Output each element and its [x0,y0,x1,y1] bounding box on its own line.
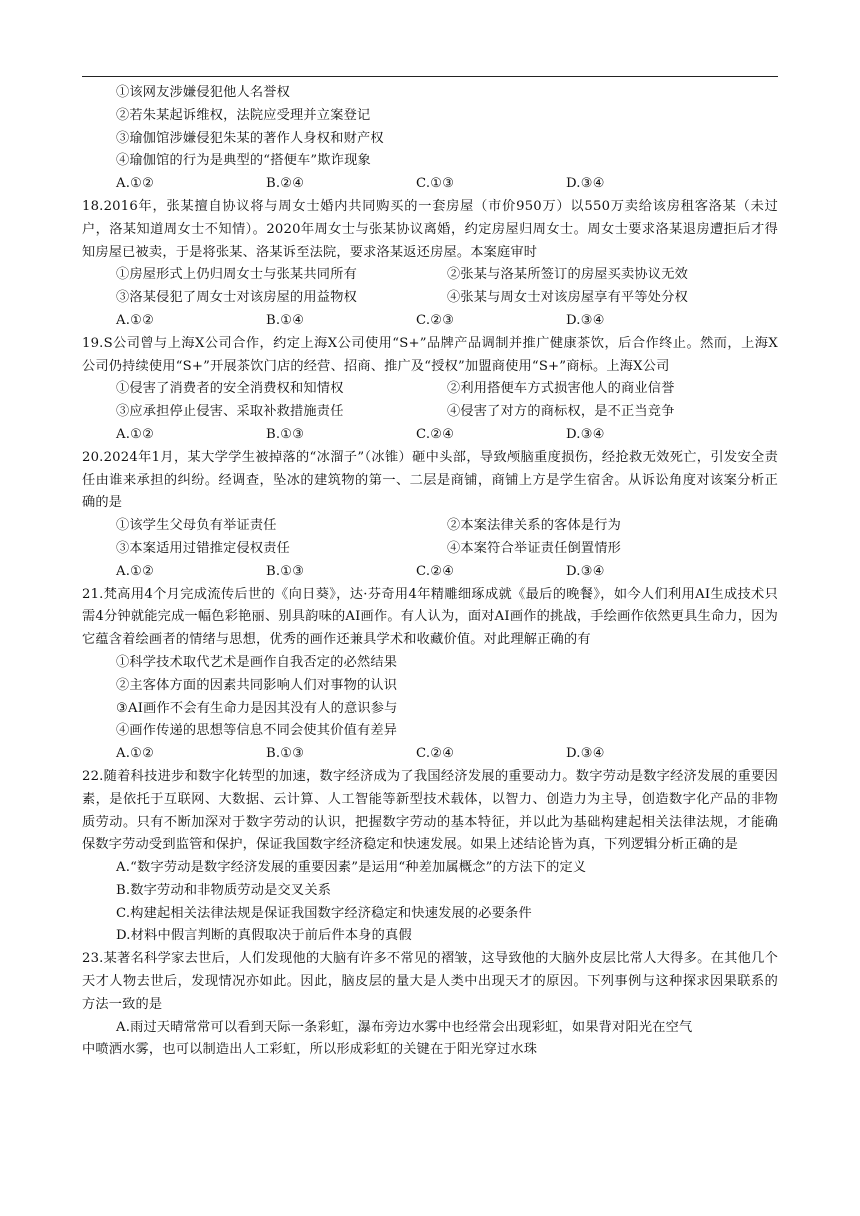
option-c: C.构建起相关法律法规是保证我国数字经济稳定和快速发展的必要条件 [116,905,532,921]
option-a-continued: 中喷洒水雾，也可以制造出人工彩虹，所以形成彩虹的关键在于阳光穿过水珠 [82,1042,538,1058]
option-c: C.②③ [416,312,455,328]
question-18 [82,196,778,333]
statement: ②利用搭便车方式损害他人的商业信誉 [447,381,675,397]
option-d: D.③④ [566,312,605,328]
option-a: A.①② [116,312,155,328]
answer-options [82,310,778,333]
statement: ③AI画作不会有生命力是因其没有人的意识参与 [116,700,398,716]
option-d: D.③④ [566,176,605,192]
question-23 [82,948,778,1062]
answer-options [82,561,778,584]
statement-row [82,378,778,401]
question-19 [82,333,778,447]
question-21 [82,584,778,766]
question-stem: 23.某著名科学家去世后，人们发现他的大脑有许多不常见的褶皱，这导致他的大脑外皮层比常人大得多。在其他几个天才人物去世后，发现情况亦如此。因此，脑皮层的量大是人类中出现天才的原因。下列事例与这种探求因果联系的方法一致的是 [82,951,778,1012]
question-22 [82,766,778,948]
statement: ④瑜伽馆的行为是典型的“搭便车”欺诈现象 [116,153,371,169]
answer-options [82,424,778,447]
answer-options [82,173,778,196]
statement: ①该学生父母负有举证责任 [116,518,277,534]
option-a: A.①② [116,426,155,442]
option-a: A.①② [116,563,155,579]
option-c: C.②④ [416,426,455,442]
statement: ④本案符合举证责任倒置情形 [447,540,622,556]
statement: ①房屋形式上仍归周女士与张某共同所有 [116,267,357,283]
statement: ③本案适用过错推定侵权责任 [116,540,291,556]
statement-row [82,401,778,424]
option-b: B.数字劳动和非物质劳动是交叉关系 [116,882,332,898]
option-d: D.③④ [566,563,605,579]
statement: ④画作传递的思想等信息不同会使其价值有差异 [116,723,398,739]
statement: ③瑜伽馆涉嫌侵犯朱某的著作人身权和财产权 [116,130,384,146]
question-stem: 19.S公司曾与上海X公司合作，约定上海X公司使用“S+”品牌产品调制并推广健康茶饮，后合作终止。然而，上海X公司仍持续使用“S+”开展茶饮门店的经营、招商、推广及“授权”加盟商使用“S+”商标。上海X公司 [82,335,778,374]
option-b: B.①③ [266,746,305,762]
option-a: A.雨过天晴常常可以看到天际一条彩虹，瀑布旁边水雾中也经常会出现彩虹，如果背对阳光在空气 [116,1019,693,1035]
header-rule [82,76,778,77]
statement-row [82,287,778,310]
option-d: D.③④ [566,746,605,762]
statement: ②主客体方面的因素共同影响人们对事物的认识 [116,677,398,693]
question-stem: 21.梵高用4个月完成流传后世的《向日葵》，达·芬奇用4年精雕细琢成就《最后的晚餐》，如今人们利用AI生成技术只需4分钟就能完成一幅色彩艳丽、别具韵味的AI画作。有人认为，面对AI画作的挑战，手绘画作依然更具生命力，因为它蕴含着绘画者的情绪与思想，优秀的画作还兼具学术和收藏价值。对此理解正确的有 [82,586,778,648]
answer-options [82,743,778,766]
statement-row [82,538,778,561]
option-a: A.①② [116,746,155,762]
statement: ④侵害了对方的商标权，是不正当竞争 [447,404,675,420]
question-stem: 20.2024年1月，某大学学生被掉落的“冰溜子”（冰锥）砸中头部，导致颅脑重度损伤，经抢救无效死亡，引发安全责任由谁来承担的纠纷。经调查，坠冰的建筑物的第一、二层是商铺，商铺上方是学生宿舍。从诉讼角度对该案分析正确的是 [82,449,778,511]
statement-row [82,515,778,538]
option-b: B.①③ [266,426,305,442]
option-b: B.②④ [266,176,305,192]
statement: ①该网友涉嫌侵犯他人名誉权 [116,85,291,100]
exam-content [82,82,778,1062]
option-c: C.②④ [416,746,455,762]
question-stem: 22.随着科技进步和数字化转型的加速，数字经济成为了我国经济发展的重要动力。数字劳动是数字经济发展的重要因素，是依托于互联网、大数据、云计算、人工智能等新型技术载体，以智力、创造力为主导，创造数字化产品的非物质劳动。只有不断加深对于数字劳动的认识，把握数字劳动的基本特征，并以此为基础构建起相关法律法规，才能确保数字劳动受到监管和保护，保证我国数字经济稳定和快速发展。如果上述结论皆为真，下列逻辑分析正确的是 [82,768,778,853]
statement: ③洛某侵犯了周女士对该房屋的用益物权 [116,290,357,306]
question-17 [82,82,778,196]
question-stem: 18.2016年，张某擅自协议将与周女士婚内共同购买的一套房屋（市价950万）以550万卖给该房租客洛某（未过户，洛某知道周女士不知情）。2020年周女士与张某协议离婚，约定房屋归周女士。周女士要求洛某退房遭拒后才得知房屋已被卖，于是将张某、洛某诉至法院，要求洛某返还房屋。本案庭审时 [82,198,778,260]
statement: ①侵害了消费者的安全消费权和知情权 [116,381,344,397]
option-b: B.①④ [266,312,305,328]
statement: ③应承担停止侵害、采取补救措施责任 [116,404,344,420]
statement-row [82,264,778,287]
option-a: A.“数字劳动是数字经济发展的重要因素”是运用“种差加属概念”的方法下的定义 [116,860,587,876]
option-a: A.①② [116,176,155,192]
option-b: B.①③ [266,563,305,579]
option-c: C.②④ [416,563,455,579]
question-20 [82,447,778,584]
statement: ②若朱某起诉维权，法院应受理并立案登记 [116,107,371,123]
option-d: D.材料中假言判断的真假取决于前后件本身的真假 [116,928,412,944]
option-d: D.③④ [566,426,605,442]
statement: ④张某与周女士对该房屋享有平等处分权 [447,290,688,306]
option-c: C.①③ [416,176,455,192]
statement: ②张某与洛某所签订的房屋买卖协议无效 [447,267,688,283]
statement: ①科学技术取代艺术是画作自我否定的必然结果 [116,654,398,670]
statement: ②本案法律关系的客体是行为 [447,518,622,534]
